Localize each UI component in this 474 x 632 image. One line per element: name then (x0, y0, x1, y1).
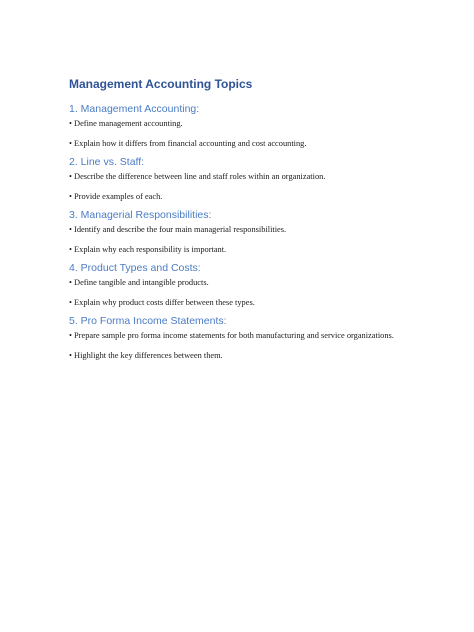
section-product-types-and-costs (69, 262, 409, 308)
section-management-accounting (69, 103, 409, 149)
bullet-item: • Explain why each responsibility is important. (69, 245, 227, 254)
bullet-item: • Explain why product costs differ between these types. (69, 298, 255, 307)
section-heading: 2. Line vs. Staff: (69, 156, 145, 168)
bullet-item: • Highlight the key differences between them. (69, 351, 223, 360)
section-heading: 3. Managerial Responsibilities: (69, 209, 212, 221)
section-managerial-responsibilities (69, 209, 409, 255)
bullet-item: • Define management accounting. (69, 119, 183, 128)
section-heading: 4. Product Types and Costs: (69, 262, 201, 274)
bullet-item: • Explain how it differs from financial accounting and cost accounting. (69, 139, 307, 148)
section-line-vs-staff (69, 156, 409, 202)
bullet-item: • Define tangible and intangible products. (69, 278, 209, 287)
bullet-item: • Identify and describe the four main managerial responsibilities. (69, 225, 287, 234)
document-title: Management Accounting Topics (69, 77, 253, 91)
section-pro-forma-income-statements (69, 315, 409, 361)
bullet-item: • Describe the difference between line and staff roles within an organization. (69, 172, 326, 181)
bullet-item: • Provide examples of each. (69, 192, 163, 201)
bullet-item: • Prepare sample pro forma income statements for both manufacturing and service organizations. (69, 331, 394, 340)
document-body (69, 77, 409, 368)
section-heading: 5. Pro Forma Income Statements: (69, 315, 227, 327)
section-heading: 1. Management Accounting: (69, 103, 200, 115)
